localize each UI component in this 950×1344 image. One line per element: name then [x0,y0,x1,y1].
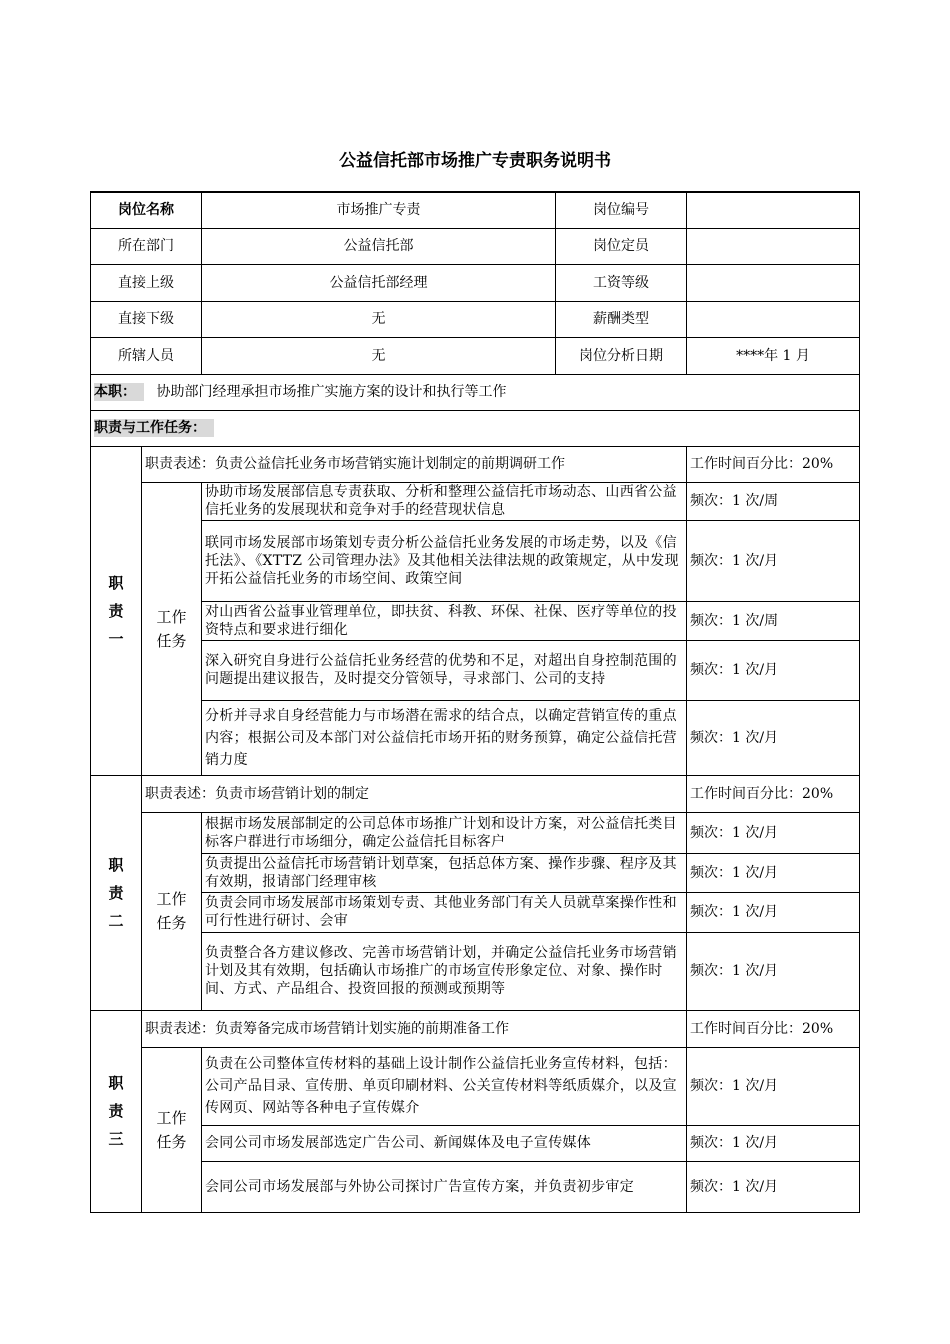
main-duty-cell [91,374,860,410]
task-text: 负责在公司整体宣传材料的基础上设计制作公益信托业务宣传材料，包括：公司产品目录、宣传册、单页印刷材料、公关宣传材料等纸质媒介，以及宣传网页、网站等各种电子宣传媒介 [202,1047,687,1125]
task-text: 深入研究自身进行公益信托业务经营的优势和不足，对超出自身控制范围的问题提出建议报告，及时提交分管领导，寻求部门、公司的支持 [202,640,687,700]
task-row [91,700,860,775]
duty-3-task-label-cell [142,1047,202,1212]
department-label: 所在部门 [91,228,202,264]
duty-3-statement-row [91,1010,860,1047]
duty-1-task-label-cell [142,482,202,775]
task-row [91,932,860,1010]
info-row-5 [91,337,860,374]
info-row-4 [91,301,860,337]
duty-3-label-cell [91,1010,142,1212]
duty-1-statement: 职责表述：负责公益信托业务市场营销实施计划制定的前期调研工作 [142,446,687,482]
info-row-1 [91,192,860,228]
headcount-value [687,228,860,264]
task-text: 会同公司市场发展部选定广告公司、新闻媒体及电子宣传媒体 [202,1125,687,1161]
main-duty-label: 本职： [94,383,144,401]
position-code-label: 岗位编号 [556,192,687,228]
salary-grade-label: 工资等级 [556,264,687,301]
task-text: 会同公司市场发展部与外协公司探讨广告宣传方案，并负责初步审定 [202,1161,687,1212]
task-frequency: 频次：1 次/月 [687,1047,860,1125]
staff-label: 所辖人员 [91,337,202,374]
job-description-table [90,191,860,1213]
duty-2-percent: 工作时间百分比：20% [687,775,860,812]
duty-2-task-label-cell [142,812,202,1010]
duty-3-statement: 职责表述：负责筹备完成市场营销计划实施的前期准备工作 [142,1010,687,1047]
superior-label: 直接上级 [91,264,202,301]
duty-1-label-cell [91,446,142,775]
info-row-2 [91,228,860,264]
duty-1-percent: 工作时间百分比：20% [687,446,860,482]
position-name-value: 市场推广专责 [202,192,556,228]
department-value: 公益信托部 [202,228,556,264]
duty-1-label: 职责一 [108,573,124,648]
task-label: 工作任务 [156,1108,187,1151]
task-text: 协助市场发展部信息专责获取、分析和整理公益信托市场动态、山西省公益信托业务的发展现状和竞争对手的经营现状信息 [202,482,687,520]
main-duty-text: 协助部门经理承担市场推广实施方案的设计和执行等工作 [156,384,507,400]
subordinate-value: 无 [202,301,556,337]
task-text: 对山西省公益事业管理单位，即扶贫、科教、环保、社保、医疗等单位的投资特点和要求进行细化 [202,601,687,640]
headcount-label: 岗位定员 [556,228,687,264]
task-label: 工作任务 [156,890,187,932]
task-row [91,482,860,520]
superior-value: 公益信托部经理 [202,264,556,301]
task-row [91,640,860,700]
task-frequency: 频次：1 次/月 [687,1161,860,1212]
duty-3-label: 职责三 [108,1074,124,1148]
duty-3-percent: 工作时间百分比：20% [687,1010,860,1047]
duty-2-statement-row [91,775,860,812]
task-row [91,1047,860,1125]
task-row [91,1161,860,1212]
task-frequency: 频次：1 次/月 [687,700,860,775]
position-name-label: 岗位名称 [91,192,202,228]
task-text: 负责提出公益信托市场营销计划草案，包括总体方案、操作步骤、程序及其有效期，报请部门经理审核 [202,853,687,892]
analysis-date-label: 岗位分析日期 [556,337,687,374]
task-label: 工作任务 [156,607,187,650]
pay-type-value [687,301,860,337]
task-row [91,853,860,892]
task-frequency: 频次：1 次/月 [687,1125,860,1161]
task-frequency: 频次：1 次/月 [687,812,860,853]
duty-2-label-cell [91,775,142,1010]
main-duty-row [91,374,860,410]
duties-header: 职责与工作任务： [94,419,214,437]
task-row [91,812,860,853]
task-row [91,1125,860,1161]
task-row [91,520,860,601]
duty-2-statement: 职责表述：负责市场营销计划的制定 [142,775,687,812]
task-text: 负责整合各方建议修改、完善市场营销计划，并确定公益信托业务市场营销计划及其有效期，包括确认市场推广的市场宣传形象定位、对象、操作时间、方式、产品组合、投资回报的预测或预期等 [202,932,687,1010]
info-row-3 [91,264,860,301]
duty-1-statement-row [91,446,860,482]
task-frequency: 频次：1 次/月 [687,892,860,932]
task-frequency: 频次：1 次/月 [687,520,860,601]
analysis-date-value: ****年 1 月 [687,337,860,374]
task-text: 联同市场发展部市场策划专责分析公益信托业务发展的市场走势，以及《信托法》、《XTTZ 公司管理办法》及其他相关法律法规的政策规定，从中发现开拓公益信托业务的市场空间、政策空间 [202,520,687,601]
task-frequency: 频次：1 次/周 [687,482,860,520]
position-code-value [687,192,860,228]
subordinate-label: 直接下级 [91,301,202,337]
duties-header-cell [91,410,860,446]
task-row [91,601,860,640]
task-frequency: 频次：1 次/月 [687,853,860,892]
task-text: 根据市场发展部制定的公司总体市场推广计划和设计方案，对公益信托类目标客户群进行市场细分，确定公益信托目标客户 [202,812,687,853]
salary-grade-value [687,264,860,301]
task-row [91,892,860,932]
task-frequency: 频次：1 次/周 [687,601,860,640]
task-text: 负责会同市场发展部市场策划专责、其他业务部门有关人员就草案操作性和可行性进行研讨、会审 [202,892,687,932]
duty-2-label: 职责二 [108,855,124,930]
staff-value: 无 [202,337,556,374]
task-frequency: 频次：1 次/月 [687,932,860,1010]
pay-type-label: 薪酬类型 [556,301,687,337]
task-frequency: 频次：1 次/月 [687,640,860,700]
task-text: 分析并寻求自身经营能力与市场潜在需求的结合点，以确定营销宣传的重点内容；根据公司及本部门对公益信托市场开拓的财务预算，确定公益信托营销力度 [202,700,687,775]
page-title: 公益信托部市场推广专责职务说明书 [339,151,611,171]
duties-header-row [91,410,860,446]
